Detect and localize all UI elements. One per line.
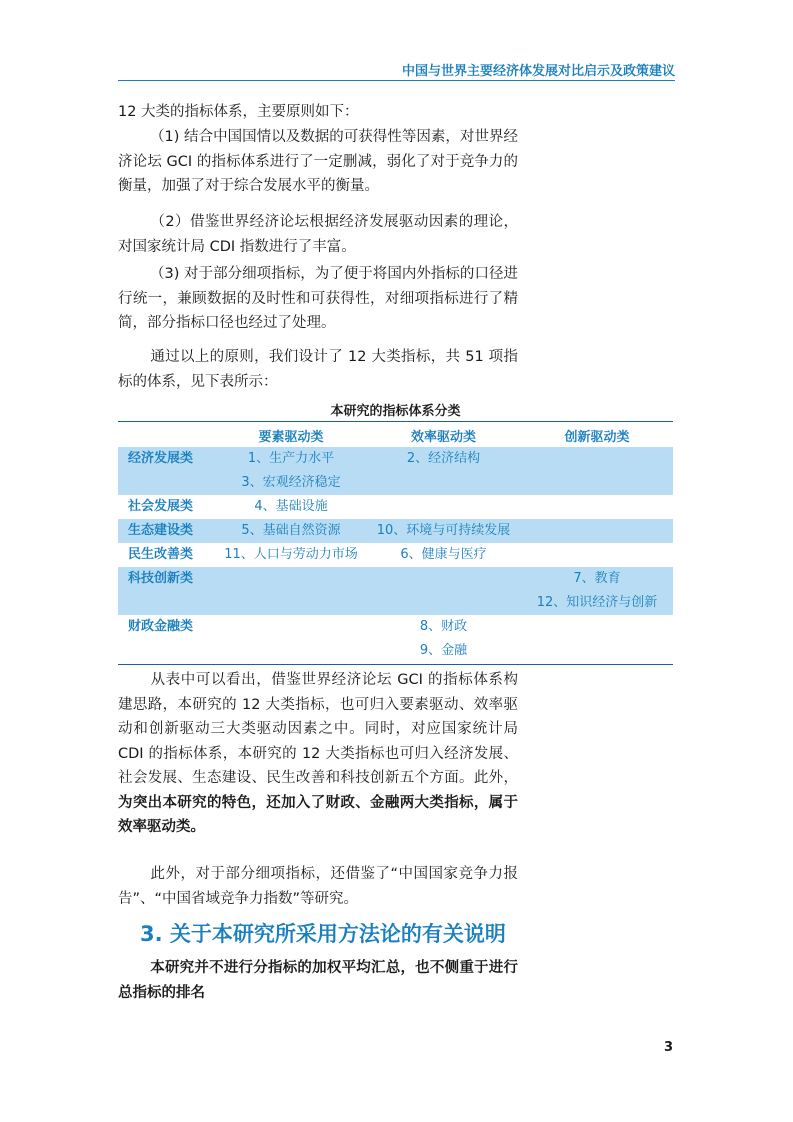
cell bbox=[521, 543, 673, 567]
cell bbox=[521, 615, 673, 639]
paragraph-7-text: 此外，对于部分细项指标，还借鉴了“中国国家竞争力报告”、“中国省域竞争力指数”等研究。 bbox=[118, 866, 518, 907]
paragraph-6 bbox=[118, 668, 518, 840]
table-row bbox=[118, 639, 673, 663]
table-row bbox=[118, 543, 673, 567]
cell: 10、环境与可持续发展 bbox=[366, 519, 521, 543]
header-factor-driven: 要素驱动类 bbox=[258, 429, 324, 445]
cell bbox=[118, 591, 216, 615]
table-row bbox=[118, 495, 673, 519]
table-row bbox=[118, 615, 673, 639]
cell: 2、经济结构 bbox=[366, 447, 521, 471]
paragraph-7 bbox=[118, 862, 518, 911]
paragraph-4 bbox=[118, 262, 518, 336]
paragraph-6-text: 从表中可以看出，借鉴世界经济论坛 GCI 的指标体系构建思路，本研究的 12 大类指标，也可归入要素驱动、效率驱动和创新驱动三大类驱动因素之中。同时，对应国家统计局 CDI 的指标体系，本研究的 12 大类指标也可归入经济发展、社会发展、生态建设、民生改善和科技创新五个方面。此外， bbox=[118, 672, 518, 786]
paragraph-2-text: （1) 结合中国国情以及数据的可获得性等因素，对世界经济论坛 GCI 的指标体系进行了一定删减，弱化了对于竞争力的衡量，加强了对于综合发展水平的衡量。 bbox=[118, 129, 518, 194]
header-title: 中国与世界主要经济体发展对比启示及政策建议 bbox=[401, 64, 675, 79]
cell: 12、知识经济与创新 bbox=[521, 591, 673, 615]
cell bbox=[366, 567, 521, 591]
paragraph-5 bbox=[118, 345, 518, 394]
row-label-economy: 经济发展类 bbox=[118, 447, 216, 471]
table-caption: 本研究的指标体系分类 bbox=[330, 404, 461, 419]
cell: 5、基础自然资源 bbox=[216, 519, 366, 543]
cell bbox=[521, 447, 673, 471]
paragraph-3 bbox=[118, 210, 518, 259]
cell: 7、教育 bbox=[521, 567, 673, 591]
row-label-tech: 科技创新类 bbox=[118, 567, 216, 591]
cell: 11、人口与劳动力市场 bbox=[224, 547, 358, 562]
indicator-table bbox=[118, 423, 673, 663]
paragraph-4-text: （3) 对于部分细项指标，为了便于将国内外指标的口径进行统一，兼顾数据的及时性和可获得性，对细项指标进行了精简，部分指标口径也经过了处理。 bbox=[118, 266, 518, 331]
cell: 8、财政 bbox=[419, 619, 468, 634]
row-label-livelihood: 民生改善类 bbox=[128, 547, 194, 562]
cell bbox=[521, 471, 673, 495]
cell bbox=[521, 519, 673, 543]
cell bbox=[216, 615, 366, 639]
paragraph-8 bbox=[118, 956, 518, 1005]
cell bbox=[521, 639, 673, 663]
cell: 1、生产力水平 bbox=[216, 447, 366, 471]
page-number: 3 bbox=[663, 1040, 673, 1055]
cell bbox=[216, 591, 366, 615]
table-row bbox=[118, 471, 673, 495]
cell bbox=[216, 639, 366, 663]
row-label-eco: 生态建设类 bbox=[118, 519, 216, 543]
header-innovation-driven: 创新驱动类 bbox=[564, 429, 630, 445]
paragraph-1: 12 大类的指标体系，主要原则如下： bbox=[118, 104, 359, 120]
cell bbox=[366, 495, 521, 519]
cell bbox=[118, 639, 216, 663]
table-row bbox=[118, 519, 673, 543]
header-rule bbox=[118, 80, 675, 81]
paragraph-8-text: 本研究并不进行分指标的加权平均汇总，也不侧重于进行总指标的排名 bbox=[118, 960, 518, 1001]
row-label-social: 社会发展类 bbox=[128, 499, 194, 514]
cell: 9、金融 bbox=[419, 643, 468, 658]
table-top-rule bbox=[118, 421, 673, 422]
cell: 6、健康与医疗 bbox=[400, 547, 487, 562]
table-row bbox=[118, 591, 673, 615]
header-efficiency-driven: 效率驱动类 bbox=[410, 429, 476, 445]
cell bbox=[521, 495, 673, 519]
table-header-row bbox=[118, 423, 673, 447]
cell bbox=[366, 471, 521, 495]
cell bbox=[118, 471, 216, 495]
cell bbox=[366, 591, 521, 615]
cell bbox=[216, 567, 366, 591]
paragraph-2 bbox=[118, 125, 518, 199]
header-empty bbox=[118, 423, 216, 447]
paragraph-6-bold: 为突出本研究的特色，还加入了财政、金融两大类指标，属于效率驱动类。 bbox=[118, 794, 518, 835]
cell: 3、宏观经济稳定 bbox=[216, 471, 366, 495]
cell: 4、基础设施 bbox=[254, 499, 328, 514]
section-title: 3. 关于本研究所采用方法论的有关说明 bbox=[140, 922, 506, 946]
table-row bbox=[118, 447, 673, 471]
paragraph-5-text: 通过以上的原则，我们设计了 12 大类指标，共 51 项指标的体系，见下表所示： bbox=[118, 349, 518, 390]
paragraph-3-text: （2）借鉴世界经济论坛根据经济发展驱动因素的理论，对国家统计局 CDI 指数进行了丰富。 bbox=[118, 214, 518, 255]
table-row bbox=[118, 567, 673, 591]
row-label-finance: 财政金融类 bbox=[128, 619, 194, 634]
table-bottom-rule bbox=[118, 664, 673, 665]
